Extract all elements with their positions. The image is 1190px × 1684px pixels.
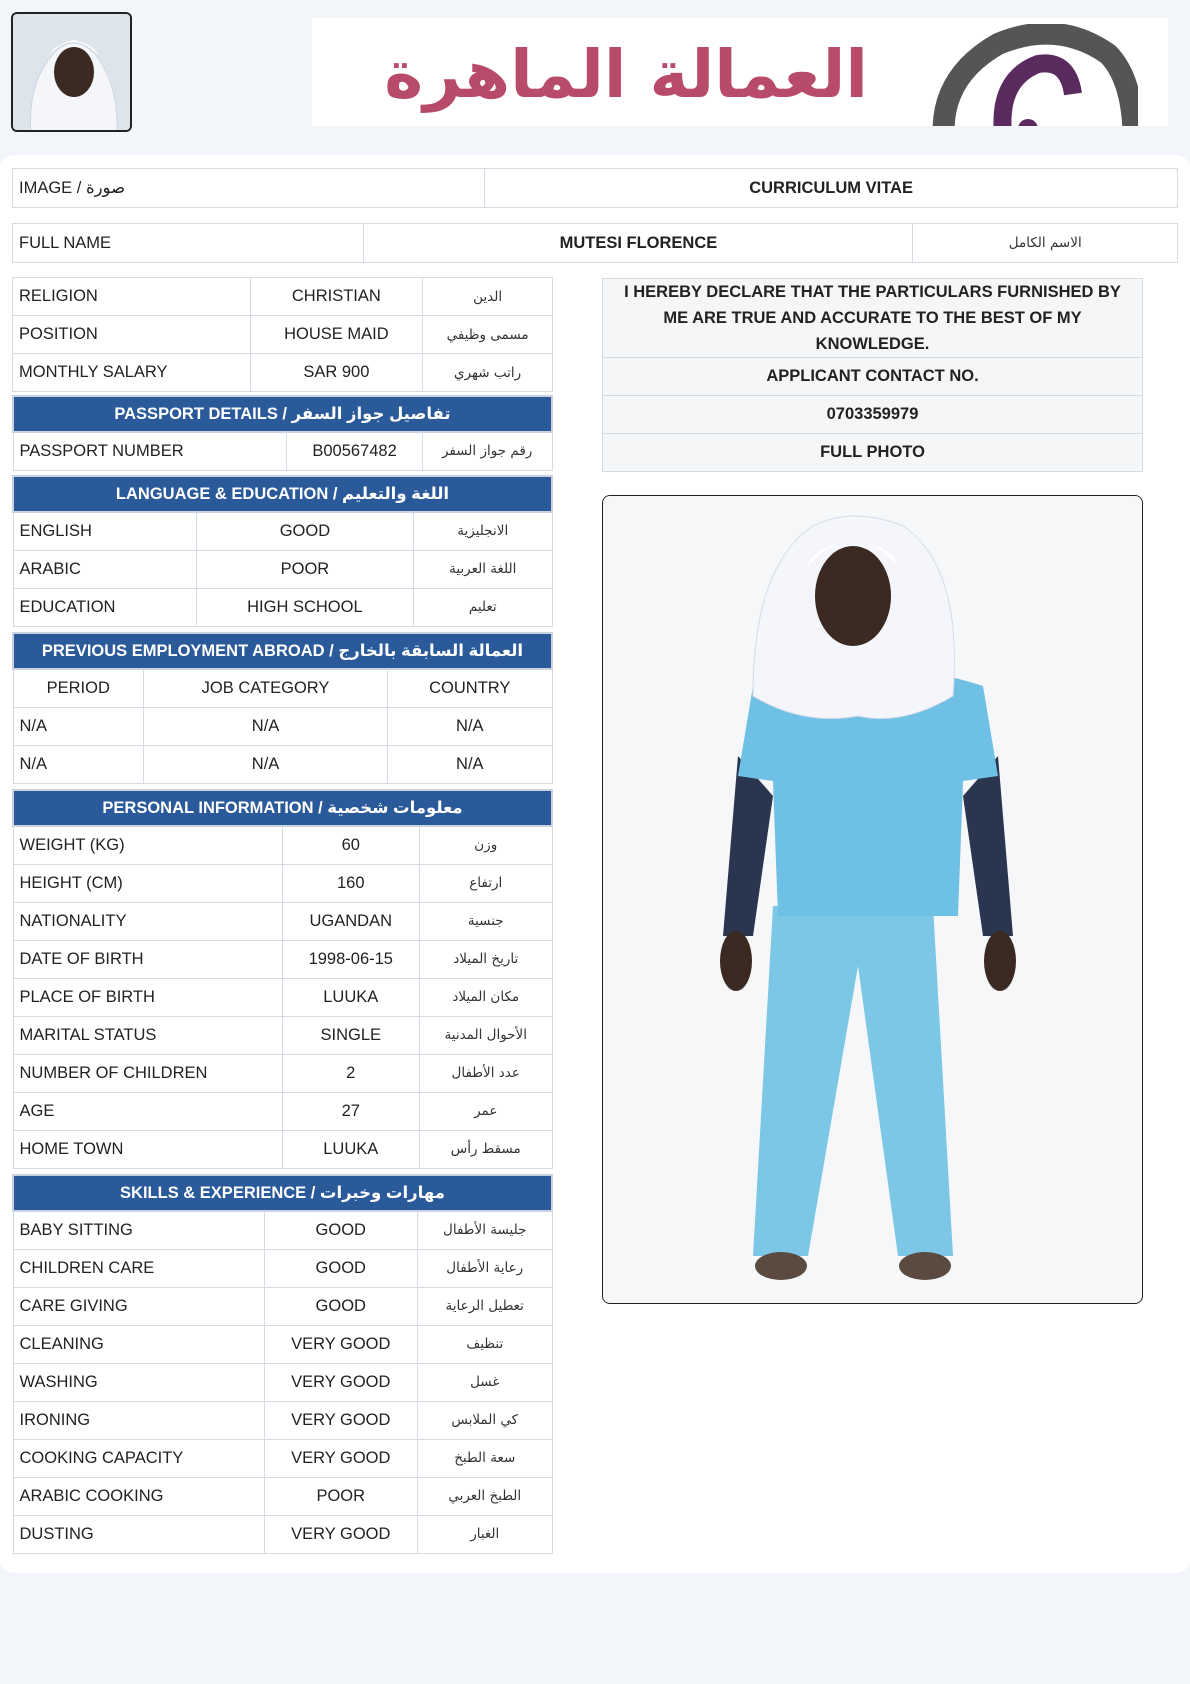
skill-level: VERY GOOD bbox=[264, 1325, 417, 1363]
education-label: EDUCATION bbox=[13, 588, 196, 626]
table-row bbox=[13, 864, 552, 902]
salary-label-ar: راتب شهري bbox=[423, 354, 553, 392]
table-row bbox=[13, 1249, 552, 1287]
employment-header: PREVIOUS EMPLOYMENT ABROAD / العمالة السابقة بالخارج bbox=[13, 633, 552, 669]
skill-level: VERY GOOD bbox=[264, 1401, 417, 1439]
basic-info-table bbox=[12, 277, 553, 392]
arabic-label: ARABIC bbox=[13, 550, 196, 588]
agency-logo-mark-icon bbox=[908, 24, 1138, 126]
height-value: 160 bbox=[282, 864, 419, 902]
children-label-ar: عدد الأطفال bbox=[419, 1054, 552, 1092]
table-header-row bbox=[13, 669, 552, 707]
age-label-ar: عمر bbox=[419, 1092, 552, 1130]
table-row bbox=[603, 358, 1143, 396]
passport-number-label: PASSPORT NUMBER bbox=[13, 432, 287, 470]
table-row bbox=[13, 1211, 552, 1249]
table-row bbox=[13, 978, 552, 1016]
headshot-image bbox=[13, 14, 132, 132]
nationality-label: NATIONALITY bbox=[13, 902, 282, 940]
period-cell: N/A bbox=[13, 745, 144, 783]
title-row bbox=[12, 168, 1178, 208]
position-label-ar: مسمى وظيفي bbox=[423, 316, 553, 354]
skill-label: CHILDREN CARE bbox=[13, 1249, 264, 1287]
table-row bbox=[13, 1092, 552, 1130]
table-row bbox=[13, 940, 552, 978]
marital-status-value: SINGLE bbox=[282, 1016, 419, 1054]
weight-label-ar: وزن bbox=[419, 826, 552, 864]
skill-label-ar: كي الملابس bbox=[417, 1401, 552, 1439]
table-row bbox=[13, 1363, 552, 1401]
skill-label-ar: غسل bbox=[417, 1363, 552, 1401]
table-row bbox=[13, 826, 552, 864]
section-header bbox=[13, 790, 552, 826]
full-photo-label: FULL PHOTO bbox=[603, 434, 1143, 472]
passport-header: PASSPORT DETAILS / تفاصيل جواز السفر bbox=[13, 396, 552, 432]
table-row bbox=[13, 1401, 552, 1439]
table-row bbox=[13, 745, 552, 783]
job-category-cell: N/A bbox=[144, 707, 388, 745]
weight-label: WEIGHT (KG) bbox=[13, 826, 282, 864]
passport-number-value: B00567482 bbox=[287, 432, 423, 470]
height-label-ar: ارتفاع bbox=[419, 864, 552, 902]
period-cell: N/A bbox=[13, 707, 144, 745]
personal-header: PERSONAL INFORMATION / معلومات شخصية bbox=[13, 790, 552, 826]
table-row bbox=[13, 1477, 552, 1515]
job-category-cell: N/A bbox=[144, 745, 388, 783]
skill-level: VERY GOOD bbox=[264, 1515, 417, 1553]
skill-label-ar: تعطيل الرعاية bbox=[417, 1287, 552, 1325]
height-label: HEIGHT (CM) bbox=[13, 864, 282, 902]
skill-level: GOOD bbox=[264, 1211, 417, 1249]
full-name-label-ar: الاسم الكامل bbox=[1008, 235, 1082, 251]
table-row bbox=[13, 588, 552, 626]
skill-label: ARABIC COOKING bbox=[13, 1477, 264, 1515]
skill-label-ar: الطبخ العربي bbox=[417, 1477, 552, 1515]
position-value: HOUSE MAID bbox=[250, 316, 423, 354]
marital-status-label: MARITAL STATUS bbox=[13, 1016, 282, 1054]
dob-label: DATE OF BIRTH bbox=[13, 940, 282, 978]
table-row bbox=[13, 1016, 552, 1054]
cv-title: CURRICULUM VITAE bbox=[749, 178, 913, 197]
skill-label: WASHING bbox=[13, 1363, 264, 1401]
education-value: HIGH SCHOOL bbox=[196, 588, 413, 626]
agency-logo-text: العمالة الماهرة bbox=[384, 36, 868, 113]
table-row bbox=[13, 278, 553, 316]
skill-label: COOKING CAPACITY bbox=[13, 1439, 264, 1477]
country-cell: N/A bbox=[388, 745, 552, 783]
declaration-text: I HEREBY DECLARE THAT THE PARTICULARS FURNISHED BY ME ARE TRUE AND ACCURATE TO THE BEST OF MY KNOWLEDGE. bbox=[603, 279, 1143, 358]
table-row bbox=[13, 1287, 552, 1325]
skill-level: POOR bbox=[264, 1477, 417, 1515]
dob-label-ar: تاريخ الميلاد bbox=[419, 940, 552, 978]
marital-status-label-ar: الأحوال المدنية bbox=[419, 1016, 552, 1054]
skill-label-ar: الغبار bbox=[417, 1515, 552, 1553]
nationality-value: UGANDAN bbox=[282, 902, 419, 940]
applicant-headshot bbox=[11, 12, 132, 132]
arabic-value: POOR bbox=[196, 550, 413, 588]
personal-info-table bbox=[12, 789, 553, 1169]
skill-label: CLEANING bbox=[13, 1325, 264, 1363]
country-column-header: COUNTRY bbox=[388, 669, 552, 707]
children-value: 2 bbox=[282, 1054, 419, 1092]
full-name-value: MUTESI FLORENCE bbox=[364, 224, 913, 262]
age-value: 27 bbox=[282, 1092, 419, 1130]
passport-table bbox=[12, 395, 553, 471]
dob-value: 1998-06-15 bbox=[282, 940, 419, 978]
skill-label: IRONING bbox=[13, 1401, 264, 1439]
job-category-column-header: JOB CATEGORY bbox=[144, 669, 388, 707]
skill-label: DUSTING bbox=[13, 1515, 264, 1553]
age-label: AGE bbox=[13, 1092, 282, 1130]
section-header bbox=[13, 396, 552, 432]
skill-label-ar: تنظيف bbox=[417, 1325, 552, 1363]
salary-label: MONTHLY SALARY bbox=[13, 354, 251, 392]
skill-label: BABY SITTING bbox=[13, 1211, 264, 1249]
religion-label: RELIGION bbox=[13, 278, 251, 316]
employment-table bbox=[12, 632, 553, 784]
table-row bbox=[603, 434, 1143, 472]
english-value: GOOD bbox=[196, 512, 413, 550]
position-label: POSITION bbox=[13, 316, 251, 354]
period-column-header: PERIOD bbox=[13, 669, 144, 707]
table-row bbox=[13, 1325, 552, 1363]
section-header bbox=[13, 1175, 552, 1211]
table-row bbox=[13, 902, 552, 940]
table-row bbox=[13, 1130, 552, 1168]
section-header bbox=[13, 633, 552, 669]
skill-level: VERY GOOD bbox=[264, 1363, 417, 1401]
place-of-birth-label-ar: مكان الميلاد bbox=[419, 978, 552, 1016]
skill-level: GOOD bbox=[264, 1287, 417, 1325]
skills-header: SKILLS & EXPERIENCE / مهارات وخبرات bbox=[13, 1175, 552, 1211]
contact-value: 0703359979 bbox=[603, 396, 1143, 434]
table-row bbox=[603, 279, 1143, 358]
children-label: NUMBER OF CHILDREN bbox=[13, 1054, 282, 1092]
table-row bbox=[13, 1515, 552, 1553]
table-row bbox=[13, 512, 552, 550]
declaration-table bbox=[602, 278, 1143, 472]
cv-sheet bbox=[0, 155, 1190, 1573]
contact-label: APPLICANT CONTACT NO. bbox=[603, 358, 1143, 396]
table-row bbox=[13, 316, 553, 354]
weight-value: 60 bbox=[282, 826, 419, 864]
passport-number-label-ar: رقم جواز السفر bbox=[422, 432, 552, 470]
full-name-row bbox=[12, 223, 1178, 263]
place-of-birth-value: LUUKA bbox=[282, 978, 419, 1016]
nationality-label-ar: جنسية bbox=[419, 902, 552, 940]
agency-logo-banner bbox=[312, 18, 1168, 126]
table-row bbox=[13, 1439, 552, 1477]
skill-level: GOOD bbox=[264, 1249, 417, 1287]
table-row bbox=[13, 1054, 552, 1092]
education-label-ar: تعليم bbox=[414, 588, 553, 626]
full-body-photo bbox=[602, 495, 1143, 1304]
skills-table bbox=[12, 1174, 553, 1554]
table-row bbox=[13, 354, 553, 392]
english-label-ar: الانجليزية bbox=[414, 512, 553, 550]
country-cell: N/A bbox=[388, 707, 552, 745]
salary-value: SAR 900 bbox=[250, 354, 423, 392]
skill-label-ar: جليسة الأطفال bbox=[417, 1211, 552, 1249]
image-label: IMAGE / صورة bbox=[13, 169, 485, 207]
language-header: LANGUAGE & EDUCATION / اللغة والتعليم bbox=[13, 476, 552, 512]
skill-label-ar: رعاية الأطفال bbox=[417, 1249, 552, 1287]
skill-label: CARE GIVING bbox=[13, 1287, 264, 1325]
skill-label-ar: سعة الطبخ bbox=[417, 1439, 552, 1477]
home-town-label: HOME TOWN bbox=[13, 1130, 282, 1168]
home-town-label-ar: مسقط رأس bbox=[419, 1130, 552, 1168]
table-row bbox=[13, 550, 552, 588]
home-town-value: LUUKA bbox=[282, 1130, 419, 1168]
table-row bbox=[603, 396, 1143, 434]
section-header bbox=[13, 476, 552, 512]
arabic-label-ar: اللغة العربية bbox=[414, 550, 553, 588]
skill-level: VERY GOOD bbox=[264, 1439, 417, 1477]
religion-value: CHRISTIAN bbox=[250, 278, 423, 316]
full-name-label: FULL NAME bbox=[13, 224, 364, 262]
language-education-table bbox=[12, 475, 553, 627]
religion-label-ar: الدين bbox=[423, 278, 553, 316]
place-of-birth-label: PLACE OF BIRTH bbox=[13, 978, 282, 1016]
table-row bbox=[13, 707, 552, 745]
full-body-image bbox=[603, 496, 1141, 1302]
english-label: ENGLISH bbox=[13, 512, 196, 550]
table-row bbox=[13, 432, 552, 470]
